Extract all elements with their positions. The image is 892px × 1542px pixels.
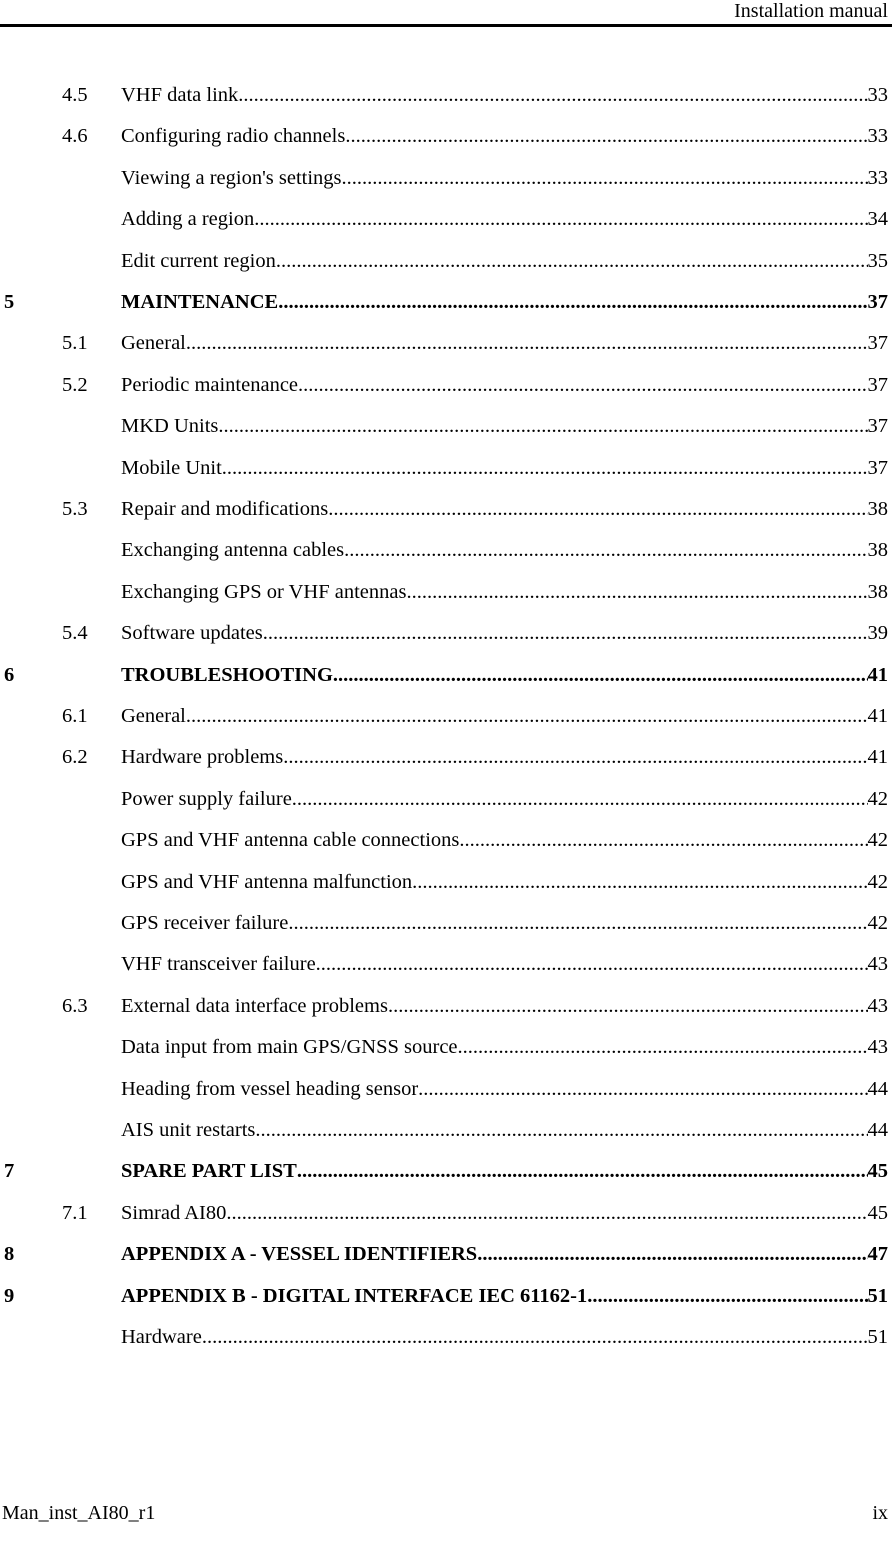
toc-dot-leader [342,163,868,193]
toc-entry-subsection[interactable] [0,1322,888,1352]
toc-entry-page: 41 [867,664,888,686]
toc-entry-line [121,287,888,317]
toc-entry-section[interactable] [0,991,888,1021]
toc-entry-page: 43 [867,953,888,975]
toc-entry-line [121,618,888,648]
toc-entry-line [121,1322,888,1352]
toc-entry-section[interactable] [0,121,888,151]
toc-dot-leader [218,411,867,441]
toc-dot-leader [458,1032,868,1062]
toc-entry-title: External data interface problems [121,995,388,1017]
toc-entry-section[interactable] [0,701,888,731]
toc-entry-title: Edit current region [121,250,276,272]
toc-entry-page: 45 [867,1160,888,1182]
toc-entry-title: Configuring radio channels [121,125,346,147]
toc-dot-leader [186,328,868,358]
toc-entry-title: GPS and VHF antenna malfunction [121,871,413,893]
toc-dot-leader [477,1239,867,1269]
toc-entry-title: APPENDIX A - VESSEL IDENTIFIERS [121,1243,478,1265]
toc-entry-page: 41 [867,746,888,768]
footer-document-id: Man_inst_AI80_r1 [2,1502,156,1524]
toc-entry-subsection[interactable] [0,867,888,897]
toc-entry-line [121,1115,888,1145]
toc-entry-line [121,163,888,193]
toc-entry-line [121,908,888,938]
toc-entry-line [121,949,888,979]
toc-entry-chapter[interactable] [0,1156,888,1186]
toc-entry-subsection[interactable] [0,204,888,234]
toc-entry-subsection[interactable] [0,1074,888,1104]
toc-entry-title: MAINTENANCE [121,291,279,313]
toc-entry-title: Exchanging GPS or VHF antennas [121,581,407,603]
toc-dot-leader [276,246,868,276]
toc-entry-page: 42 [867,788,888,810]
toc-entry-number: 5.2 [62,374,88,396]
toc-entry-title: Power supply failure [121,788,292,810]
toc-entry-number: 7 [4,1160,15,1182]
toc-entry-section[interactable] [0,618,888,648]
toc-entry-subsection[interactable] [0,411,888,441]
toc-entry-line [121,80,888,110]
toc-entry-page: 47 [867,1243,888,1265]
toc-entry-page: 44 [867,1078,888,1100]
toc-entry-line [121,1198,888,1228]
toc-entry-line [121,494,888,524]
toc-entry-subsection[interactable] [0,1115,888,1145]
toc-entry-chapter[interactable] [0,1239,888,1269]
toc-entry-title: APPENDIX B - DIGITAL INTERFACE IEC 61162-1 [121,1285,588,1307]
toc-entry-line [121,784,888,814]
toc-entry-title: General [121,332,186,354]
toc-entry-line [121,328,888,358]
toc-dot-leader [292,784,868,814]
toc-entry-line [121,204,888,234]
toc-entry-title: Hardware [121,1326,202,1348]
toc-entry-page: 43 [867,995,888,1017]
toc-entry-title: GPS receiver failure [121,912,289,934]
toc-entry-line [121,535,888,565]
toc-entry-number: 5.4 [62,622,88,644]
toc-entry-section[interactable] [0,370,888,400]
toc-dot-leader [238,80,867,110]
toc-entry-title: GPS and VHF antenna cable connections [121,829,460,851]
toc-entry-page: 41 [867,705,888,727]
toc-entry-line [121,246,888,276]
toc-entry-number: 4.5 [62,84,88,106]
toc-entry-line [121,1032,888,1062]
toc-entry-section[interactable] [0,328,888,358]
toc-entry-title: Simrad AI80 [121,1202,227,1224]
toc-entry-title: Hardware problems [121,746,284,768]
toc-dot-leader [254,204,867,234]
toc-dot-leader [388,991,868,1021]
toc-entry-number: 5 [4,291,15,313]
toc-dot-leader [288,908,867,938]
toc-entry-line [121,411,888,441]
toc-dot-leader [186,701,868,731]
toc-entry-subsection[interactable] [0,577,888,607]
toc-entry-line [121,453,888,483]
toc-entry-page: 37 [867,415,888,437]
toc-entry-page: 42 [867,912,888,934]
toc-entry-title: Software updates [121,622,263,644]
footer-page-number: ix [872,1502,888,1524]
toc-entry-section[interactable] [0,80,888,110]
toc-entry-title: Mobile Unit [121,457,222,479]
toc-entry-subsection[interactable] [0,908,888,938]
toc-entry-line [121,701,888,731]
toc-entry-line [121,991,888,1021]
toc-entry-page: 33 [867,84,888,106]
toc-entry-number: 4.6 [62,125,88,147]
toc-entry-page: 43 [867,1036,888,1058]
toc-entry-section[interactable] [0,742,888,772]
toc-entry-page: 44 [867,1119,888,1141]
toc-entry-title: Adding a region [121,208,255,230]
toc-entry-title: General [121,705,186,727]
toc-entry-section[interactable] [0,494,888,524]
toc-entry-title: VHF data link [121,84,239,106]
toc-dot-leader [255,1115,867,1145]
toc-dot-leader [459,825,867,855]
toc-entry-page: 35 [867,250,888,272]
toc-entry-number: 9 [4,1285,15,1307]
header-rule [0,24,892,27]
toc-entry-subsection[interactable] [0,949,888,979]
page-header-title: Installation manual [734,0,888,22]
toc-entry-subsection[interactable] [0,825,888,855]
toc-entry-line [121,867,888,897]
toc-entry-subsection[interactable] [0,163,888,193]
toc-entry-page: 33 [867,125,888,147]
toc-entry-title: TROUBLESHOOTING [121,664,333,686]
toc-dot-leader [406,577,867,607]
toc-entry-number: 6 [4,664,15,686]
toc-entry-page: 38 [867,581,888,603]
toc-entry-line [121,1239,888,1269]
toc-entry-chapter[interactable] [0,1281,888,1311]
toc-dot-leader [278,287,867,317]
toc-entry-line [121,370,888,400]
toc-dot-leader [345,121,867,151]
toc-entry-title: Exchanging antenna cables [121,539,345,561]
toc-entry-page: 45 [867,1202,888,1224]
toc-entry-subsection[interactable] [0,1032,888,1062]
toc-entry-number: 5.1 [62,332,88,354]
toc-entry-page: 51 [867,1285,888,1307]
toc-entry-page: 38 [867,539,888,561]
toc-entry-line [121,660,888,690]
toc-entry-title: MKD Units [121,415,219,437]
toc-entry-subsection[interactable] [0,784,888,814]
toc-entry-page: 34 [867,208,888,230]
toc-entry-number: 6.1 [62,705,88,727]
toc-entry-number: 6.2 [62,746,88,768]
toc-entry-line [121,825,888,855]
toc-dot-leader [298,370,867,400]
toc-dot-leader [283,742,867,772]
toc-entry-line [121,1074,888,1104]
toc-entry-number: 5.3 [62,498,88,520]
toc-entry-page: 51 [867,1326,888,1348]
toc-entry-title: Viewing a region's settings [121,167,342,189]
toc-dot-leader [418,1074,867,1104]
toc-dot-leader [328,494,867,524]
toc-entry-number: 8 [4,1243,15,1265]
toc-dot-leader [226,1198,867,1228]
toc-entry-page: 37 [867,457,888,479]
toc-entry-line [121,1156,888,1186]
toc-dot-leader [263,618,868,648]
toc-entry-title: Repair and modifications [121,498,329,520]
toc-entry-line [121,1281,888,1311]
toc-entry-subsection[interactable] [0,535,888,565]
toc-entry-title: Data input from main GPS/GNSS source [121,1036,458,1058]
toc-entry-title: Heading from vessel heading sensor [121,1078,419,1100]
toc-entry-title: SPARE PART LIST [121,1160,297,1182]
toc-entry-line [121,577,888,607]
toc-entry-line [121,121,888,151]
toc-entry-subsection[interactable] [0,246,888,276]
toc-entry-page: 37 [867,374,888,396]
toc-dot-leader [222,453,868,483]
toc-dot-leader [316,949,868,979]
toc-dot-leader [297,1156,868,1186]
toc-dot-leader [412,867,867,897]
toc-entry-chapter[interactable] [0,287,888,317]
toc-entry-title: AIS unit restarts [121,1119,256,1141]
toc-dot-leader [344,535,867,565]
toc-entry-page: 42 [867,871,888,893]
toc-entry-page: 38 [867,498,888,520]
toc-dot-leader [587,1281,867,1311]
toc-entry-line [121,742,888,772]
toc-entry-chapter[interactable] [0,660,888,690]
toc-entry-number: 7.1 [62,1202,88,1224]
toc-dot-leader [333,660,868,690]
toc-entry-page: 37 [867,291,888,313]
toc-entry-title: Periodic maintenance [121,374,299,396]
toc-entry-page: 39 [867,622,888,644]
toc-entry-section[interactable] [0,1198,888,1228]
toc-dot-leader [202,1322,868,1352]
toc-entry-page: 33 [867,167,888,189]
toc-entry-page: 37 [867,332,888,354]
toc-entry-subsection[interactable] [0,453,888,483]
toc-entry-title: VHF transceiver failure [121,953,316,975]
toc-entry-page: 42 [867,829,888,851]
toc-entry-number: 6.3 [62,995,88,1017]
